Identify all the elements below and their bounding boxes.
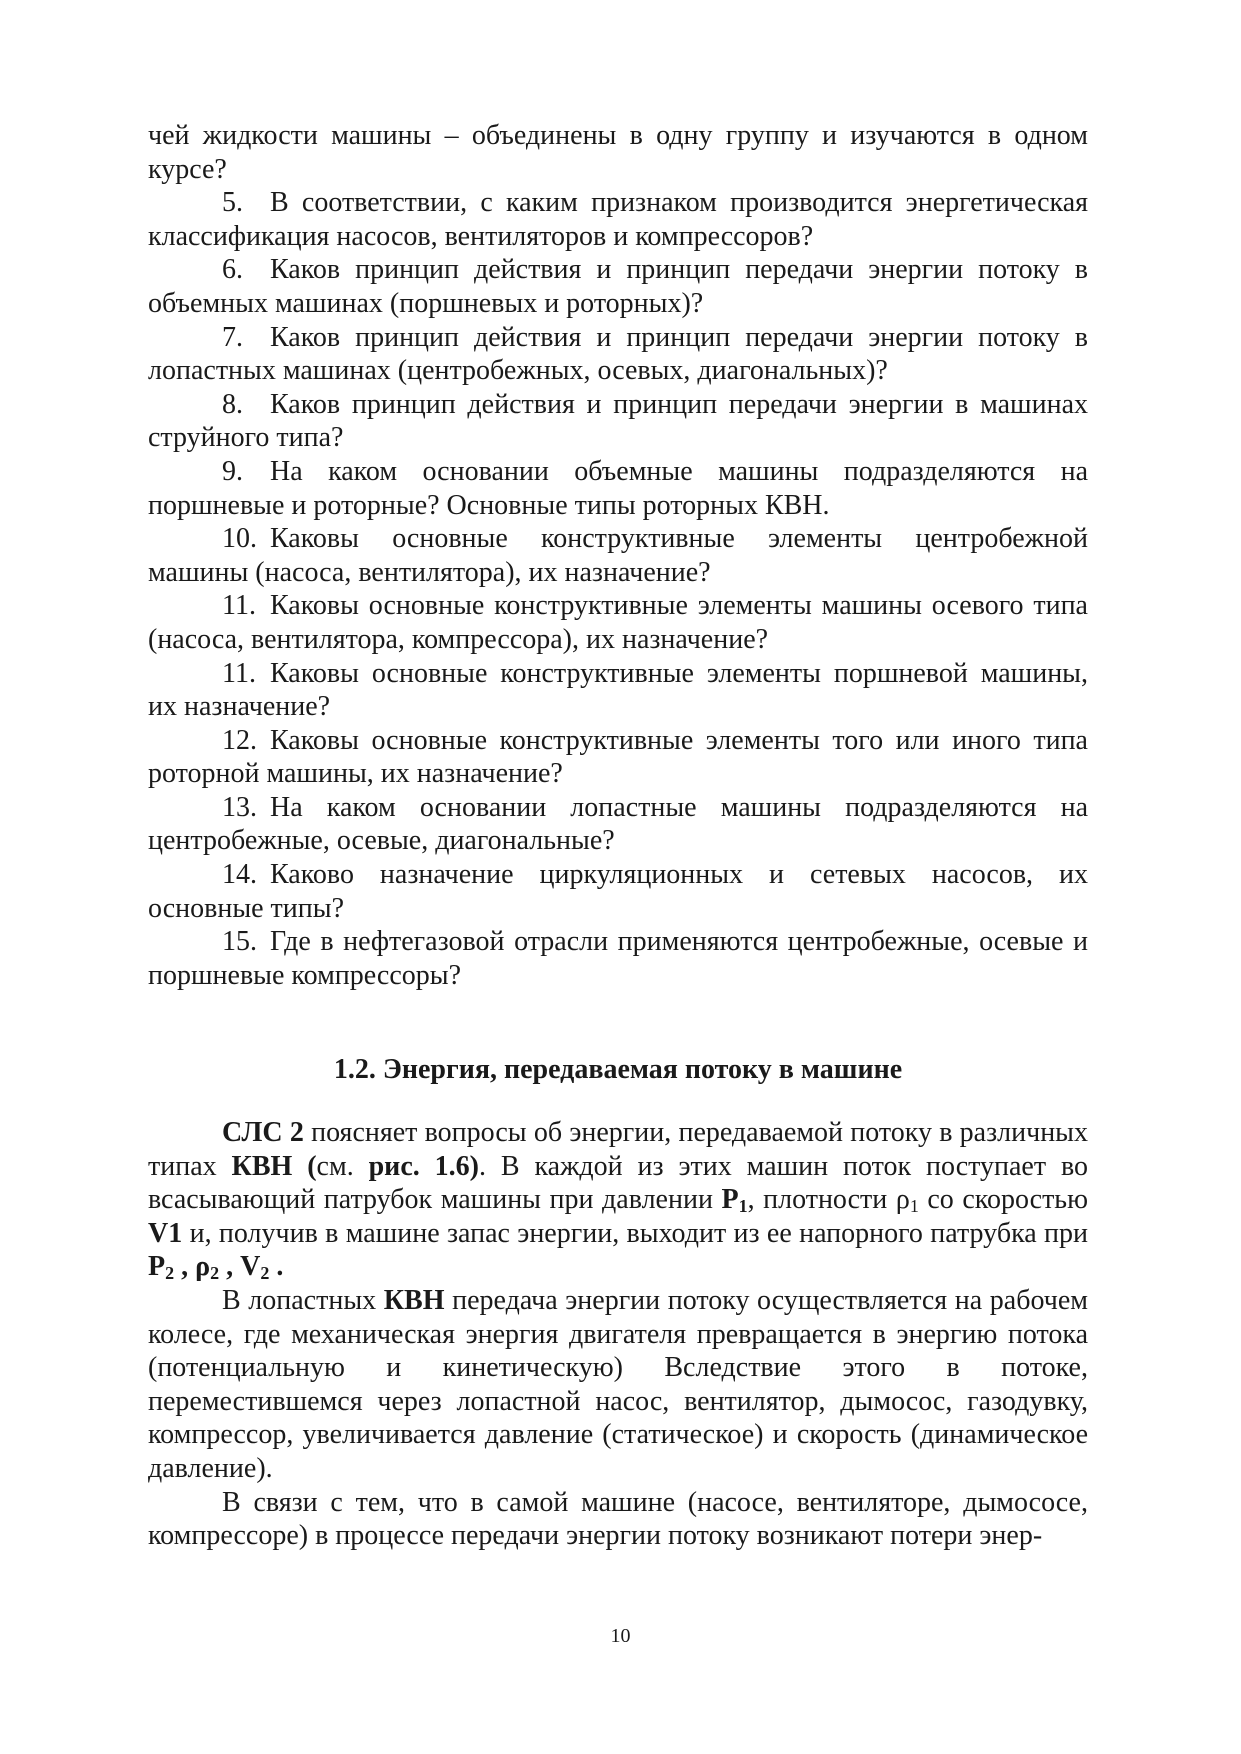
question-item [148,321,1088,388]
question-number: 7. [222,321,243,353]
symbol-subscript: 1 [909,1196,919,1217]
symbol-rho2 [195,1251,219,1282]
symbol-letter: ρ [895,1184,910,1216]
question-number: 5. [222,187,243,219]
symbol-p2 [148,1251,174,1282]
section-heading: 1.2. Энергия, передаваемая потоку в машине [333,1054,903,1085]
question-number: 15. [222,926,257,958]
section-paragraph-1 [148,1116,1088,1284]
text-run: передача энергии потоку осуществляется на рабочем колесе, где механическая энергия двигателя превращается в энергию потока (потенциальную и кинетическую) Вследствие этого в потоке, переместившемся через лопастной насос, вентилятор, дымосос, газодувку, компрессор, увеличивается давление (статическое) и скорость (динамическое давление). [148,1284,1088,1484]
question-item [148,791,1088,858]
abbr-kvn: КВН [383,1284,445,1316]
symbol-letter: P [721,1184,739,1216]
symbol-p1 [721,1184,747,1215]
question-number: 6. [222,254,243,286]
question-text: На каком основании объемные машины подразделяются на поршневые и роторные? Основные типы роторных КВН. [148,455,1088,521]
slide-ref: СЛС 2 [222,1117,304,1148]
symbol-v1: V1 [148,1217,183,1249]
symbol-rho1 [896,1184,919,1215]
question-item [148,858,1088,925]
symbol-subscript: 2 [260,1263,270,1284]
question-text: В соответствии, с каким признаком производится энергетическая классификация насосов, вентиляторов и компрессоров? [148,187,1088,252]
symbol-subscript: 2 [210,1263,220,1284]
question-text: Каков принцип действия и принцип передачи энергии потоку в объемных машинах (поршневых и роторных)? [148,254,1088,319]
question-number: 8. [222,388,243,420]
question-text: Каковы основные конструктивные элементы поршневой машины, их назначение? [148,657,1088,723]
question-text: Каковы основные конструктивные элементы того или иного типа роторной машины, их назначение? [148,724,1088,790]
symbol-subscript: 2 [165,1263,175,1284]
question-text: Каков принцип действия и принцип передачи энергии в машинах струйного типа? [148,388,1088,454]
symbol-v2 [240,1251,269,1282]
question-text: Каковы основные конструктивные элементы центробежной машины (насоса, вентилятора), их назначение? [148,523,1088,588]
question-item [148,388,1088,455]
question-number: 14. [222,859,257,891]
text-run: , плотности [747,1184,896,1216]
separator: , [174,1251,196,1283]
text-run: поясняет вопросы об энергии, передаваемой потоку в различных типах [148,1117,1088,1182]
questions-block [148,119,1088,992]
text-run: и, получив в машине запас энергии, выходит из ее напорного патрубка при [182,1217,1088,1249]
questions-continuation: чей жидкости машины – объединены в одну группу и изучаются в одном курсе? [148,120,1088,185]
abbr-kvn: КВН ( [231,1150,317,1182]
section-paragraph-2 [148,1284,1088,1486]
text-run: . В каждой из этих машин поток поступает во всасывающий патрубок машины при давлении [148,1150,1089,1216]
figure-ref: рис. 1.6) [368,1150,479,1182]
symbol-letter: V [240,1251,261,1283]
question-text: Каково назначение циркуляционных и сетевых насосов, их основные типы? [148,859,1088,924]
text-run: см. [316,1150,369,1182]
question-item [148,455,1088,522]
question-item [148,724,1088,791]
separator: , [219,1251,241,1283]
question-text: На каком основании лопастные машины подразделяются на центробежные, осевые, диагональные? [148,791,1088,857]
section-body [148,1116,1088,1553]
question-number: 13. [222,791,257,823]
question-item [148,186,1088,253]
section-paragraph-3: В связи с тем, что в самой машине (насосе, вентиляторе, дымососе, компрессоре) в процессе передачи энергии потоку возникают потери энер- [148,1486,1088,1552]
question-number: 12. [222,724,257,756]
question-item [148,589,1088,656]
question-item [148,657,1088,724]
symbol-subscript: 1 [738,1196,748,1217]
question-number: 10. [222,523,257,555]
question-number: 11. [222,657,256,689]
question-text: Каков принцип действия и принцип передачи энергии потоку в лопастных машинах (центробежных, осевых, диагональных)? [148,321,1088,387]
symbol-letter: P [148,1251,166,1283]
question-text: Каковы основные конструктивные элементы машины осевого типа (насоса, вентилятора, компрессора), их назначение? [148,590,1088,655]
text-run: В лопастных [222,1284,384,1316]
question-item [148,522,1088,589]
question-text: Где в нефтегазовой отрасли применяются центробежные, осевые и поршневые компрессоры? [148,926,1088,991]
question-number: 11. [222,590,256,622]
separator: . [269,1251,284,1283]
question-number: 9. [222,455,243,487]
question-item [148,925,1088,992]
page-number: 10 [610,1625,631,1647]
symbol-letter: ρ [195,1251,211,1283]
text-run: со скоростью [918,1184,1088,1216]
question-item [148,253,1088,320]
